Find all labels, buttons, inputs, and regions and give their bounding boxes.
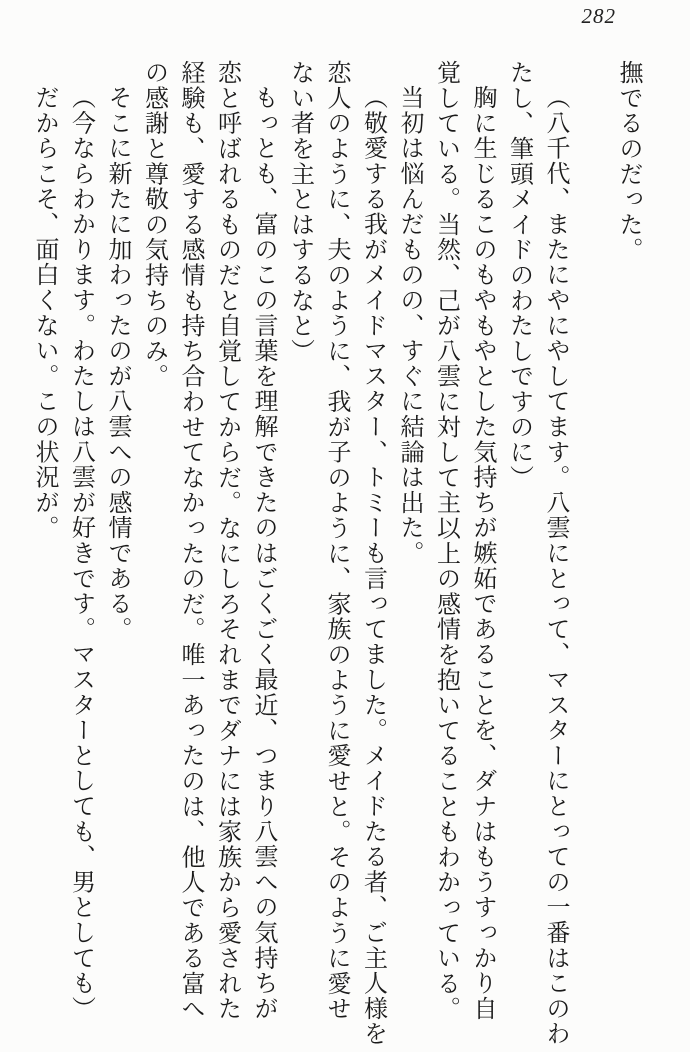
blank-line bbox=[573, 60, 610, 1052]
text-line: 当初は悩んだものの、すぐに結論は出た。 bbox=[396, 85, 422, 566]
text-line: （今ならわかります。わたしは八雲が好きです。マスターとしても、男としても） bbox=[67, 85, 94, 1022]
text-line: だからこそ、面白くない。この状況が。 bbox=[31, 85, 57, 541]
text-line: もっとも、富のこの言葉を理解できたのはごくごく最近、つまり八雲への気持ちが bbox=[250, 85, 276, 1022]
text-line: 恋人のように、夫のように、我が子のように、家族のように愛せと。そのように愛せ bbox=[323, 60, 349, 1022]
page-text-block bbox=[24, 60, 646, 1052]
page-number: 282 bbox=[581, 4, 616, 28]
text-line: たし、筆頭メイドのわたしですのに） bbox=[505, 60, 532, 491]
text-line: （敬愛する我がメイドマスター、トミーも言ってました。メイドたる者、ご主人様を bbox=[359, 85, 386, 1047]
text-line: 覚している。当然、己が八雲に対して主以上の感情を抱いてることもわかっている。 bbox=[432, 60, 459, 1022]
text-line: の感謝と尊敬の気持ちのみ。 bbox=[140, 60, 167, 389]
text-line: 恋と呼ばれるものだと自覚してからだ。なにしろそれまでダナには家族から愛された bbox=[213, 60, 240, 1022]
text-line: ない者を主とはするなと） bbox=[286, 60, 313, 364]
text-line: 胸に生じるこのもやもやとした気持ちが嫉妬であることを、ダナはもうすっかり自 bbox=[469, 85, 495, 1022]
text-line: （八千代、またにやにやしてます。八雲にとって、マスターにとっての一番はこのわ bbox=[542, 85, 568, 1047]
text-line: そこに新たに加わったのが八雲への感情である。 bbox=[104, 85, 130, 642]
text-line: 撫でるのだった。 bbox=[615, 60, 641, 263]
text-line: 経験も、愛する感情も持ち合わせてなかったのだ。唯一あったのは、他人である富へ bbox=[177, 60, 203, 1022]
